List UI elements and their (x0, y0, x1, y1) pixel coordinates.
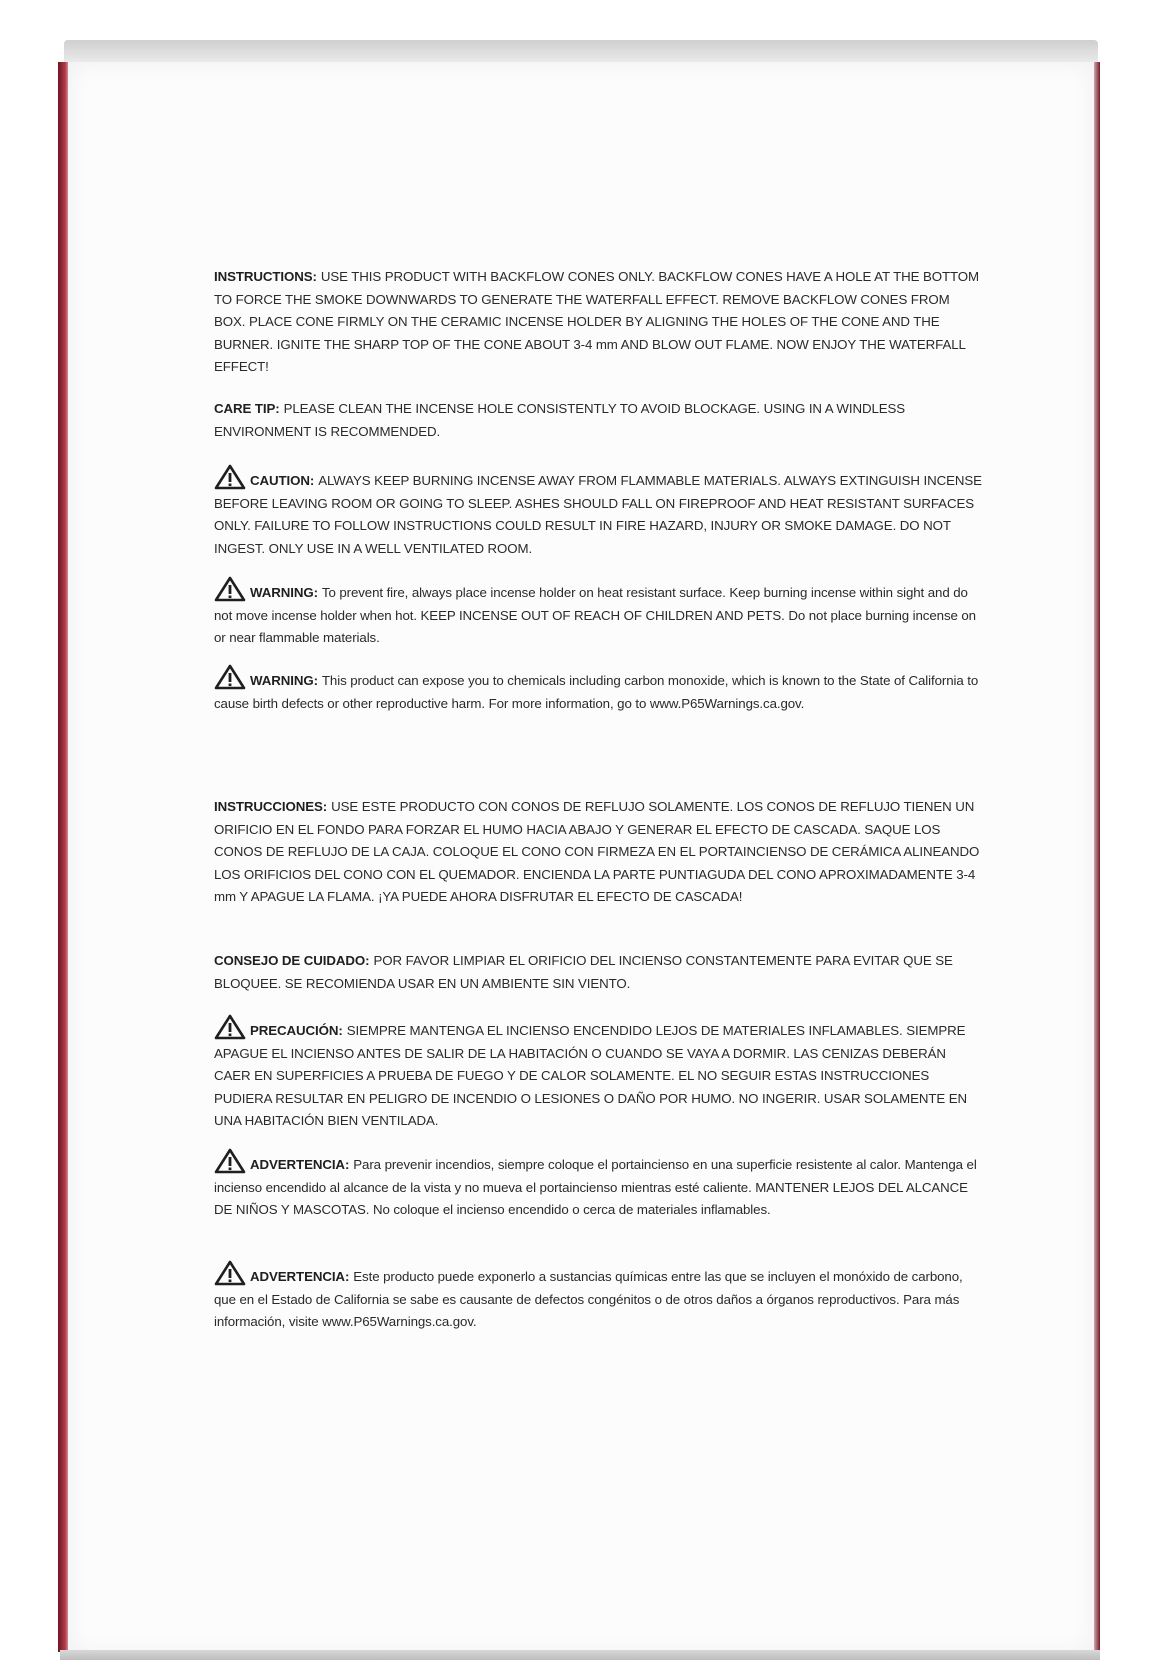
caution-label: CAUTION: (250, 473, 315, 488)
warning-triangle-icon (214, 664, 246, 690)
caution-paragraph (214, 464, 984, 560)
instructions-paragraph (214, 266, 984, 379)
precaucion-text: SIEMPRE MANTENGA EL INCIENSO ENCENDIDO LEJOS DE MATERIALES INFLAMABLES. SIEMPRE APAGUE EL INCIENSO ANTES DE SALIR DE LA HABITACIÓN O CUANDO SE VAYA A DORMIR. LAS CENIZAS DEBERÁN CAER EN SUPERFICIES A PRUEBA DE FUEGO Y DE CALOR SOLAMENTE. EL NO SEGUIR ESTAS INSTRUCCIONES PUDIERA RESULTAR EN PELIGRO DE INCENDIO O LESIONES O DAÑO POR HUMO. NO INGERIR. USAR SOLAMENTE EN UNA HABITACIÓN BIEN VENTILADA. (214, 1023, 968, 1128)
warning-fire-label: WARNING: (250, 585, 318, 600)
advertencia-fuego-text: Para prevenir incendios, siempre coloque el portaincienso en una superficie resistente al calor. Mantenga el incienso encendido al alcance de la vista y no mueva el portaincienso mientras esté caliente. MANTENER LEJOS DEL ALCANCE DE NIÑOS Y MASCOTAS. No coloque el incienso encendido o cerca de materiales inflamables. (214, 1157, 977, 1217)
care-tip-label: CARE TIP: (214, 401, 280, 416)
warning-triangle-icon (214, 1014, 246, 1040)
care-tip-text: PLEASE CLEAN THE INCENSE HOLE CONSISTENTLY TO AVOID BLOCKAGE. USING IN A WINDLESS ENVIRONMENT IS RECOMMENDED. (214, 401, 906, 439)
caution-text: ALWAYS KEEP BURNING INCENSE AWAY FROM FLAMMABLE MATERIALS. ALWAYS EXTINGUISH INCENSE BEFORE LEAVING ROOM OR GOING TO SLEEP. ASHES SHOULD FALL ON FIREPROOF AND HEAT RESISTANT SURFACES ONLY. FAILURE TO FOLLOW INSTRUCTIONS COULD RESULT IN FIRE HAZARD, INJURY OR SMOKE DAMAGE. DO NOT INGEST. ONLY USE IN A WELL VENTILATED ROOM. (214, 473, 982, 556)
instructions-label: INSTRUCTIONS: (214, 269, 317, 284)
warning-triangle-icon (214, 1260, 246, 1286)
warning-triangle-icon (214, 1148, 246, 1174)
warning-fire-text: To prevent fire, always place incense holder on heat resistant surface. Keep burning incense within sight and do not move incense holder when hot. KEEP INCENSE OUT OF REACH OF CHILDREN AND PETS. Do not place burning incense on or near flammable materials. (214, 585, 976, 645)
instrucciones-label: INSTRUCCIONES: (214, 799, 328, 814)
warning-fire-paragraph (214, 576, 984, 650)
advertencia-p65-label: ADVERTENCIA: (250, 1269, 350, 1284)
advertencia-p65-text: Este producto puede exponerlo a sustancias químicas entre las que se incluyen el monóxido de carbono, que en el Estado de California se sabe es causante de defectos congénitos o de otros daños a órganos reproductivos. Para más información, visite www.P65Warnings.ca.gov. (214, 1269, 963, 1329)
warning-p65-label: WARNING: (250, 673, 318, 688)
consejo-label: CONSEJO DE CUIDADO: (214, 953, 370, 968)
instrucciones-text: USE ESTE PRODUCTO CON CONOS DE REFLUJO SOLAMENTE. LOS CONOS DE REFLUJO TIENEN UN ORIFICIO EN EL FONDO PARA FORZAR EL HUMO HACIA ABAJO Y GENERAR EL EFECTO DE CASCADA. SAQUE LOS CONOS DE REFLUJO DE LA CAJA. COLOQUE EL CONO CON FIRMEZA EN EL PORTAINCIENSO DE CERÁMICA ALINEANDO LOS ORIFICIOS DEL CONO CON EL QUEMADOR. ENCIENDA LA PARTE PUNTIAGUDA DEL CONO APROXIMADAMENTE 3-4 mm Y APAGUE LA FLAMA. ¡YA PUEDE AHORA DISFRUTAR EL EFECTO DE CASCADA! (214, 799, 980, 904)
advertencia-fuego-paragraph (214, 1148, 984, 1222)
consejo-text: POR FAVOR LIMPIAR EL ORIFICIO DEL INCIENSO CONSTANTEMENTE PARA EVITAR QUE SE BLOQUEE. SE RECOMIENDA USAR EN UN AMBIENTE SIN VIENTO. (214, 953, 953, 991)
instrucciones-paragraph (214, 796, 984, 909)
instructions-text: USE THIS PRODUCT WITH BACKFLOW CONES ONLY. BACKFLOW CONES HAVE A HOLE AT THE BOTTOM TO FORCE THE SMOKE DOWNWARDS TO GENERATE THE WATERFALL EFFECT. REMOVE BACKFLOW CONES FROM BOX. PLACE CONE FIRMLY ON THE CERAMIC INCENSE HOLDER BY ALIGNING THE HOLES OF THE CONE AND THE BURNER. IGNITE THE SHARP TOP OF THE CONE ABOUT 3-4 mm AND BLOW OUT FLAME. NOW ENJOY THE WATERFALL EFFECT! (214, 269, 980, 374)
box-bottom-edge (60, 1650, 1100, 1660)
advertencia-p65-paragraph (214, 1260, 984, 1334)
precaucion-label: PRECAUCIÓN: (250, 1023, 343, 1038)
advertencia-fuego-label: ADVERTENCIA: (250, 1157, 350, 1172)
care-tip-paragraph (214, 398, 984, 443)
warning-triangle-icon (214, 576, 246, 602)
warning-p65-text: This product can expose you to chemicals including carbon monoxide, which is known to the State of California to cause birth defects or other reproductive harm. For more information, go to www.P65Warnings.ca.gov. (214, 673, 979, 711)
warning-triangle-icon (214, 464, 246, 490)
consejo-paragraph (214, 950, 984, 995)
precaucion-paragraph (214, 1014, 984, 1133)
warning-p65-paragraph (214, 664, 984, 715)
